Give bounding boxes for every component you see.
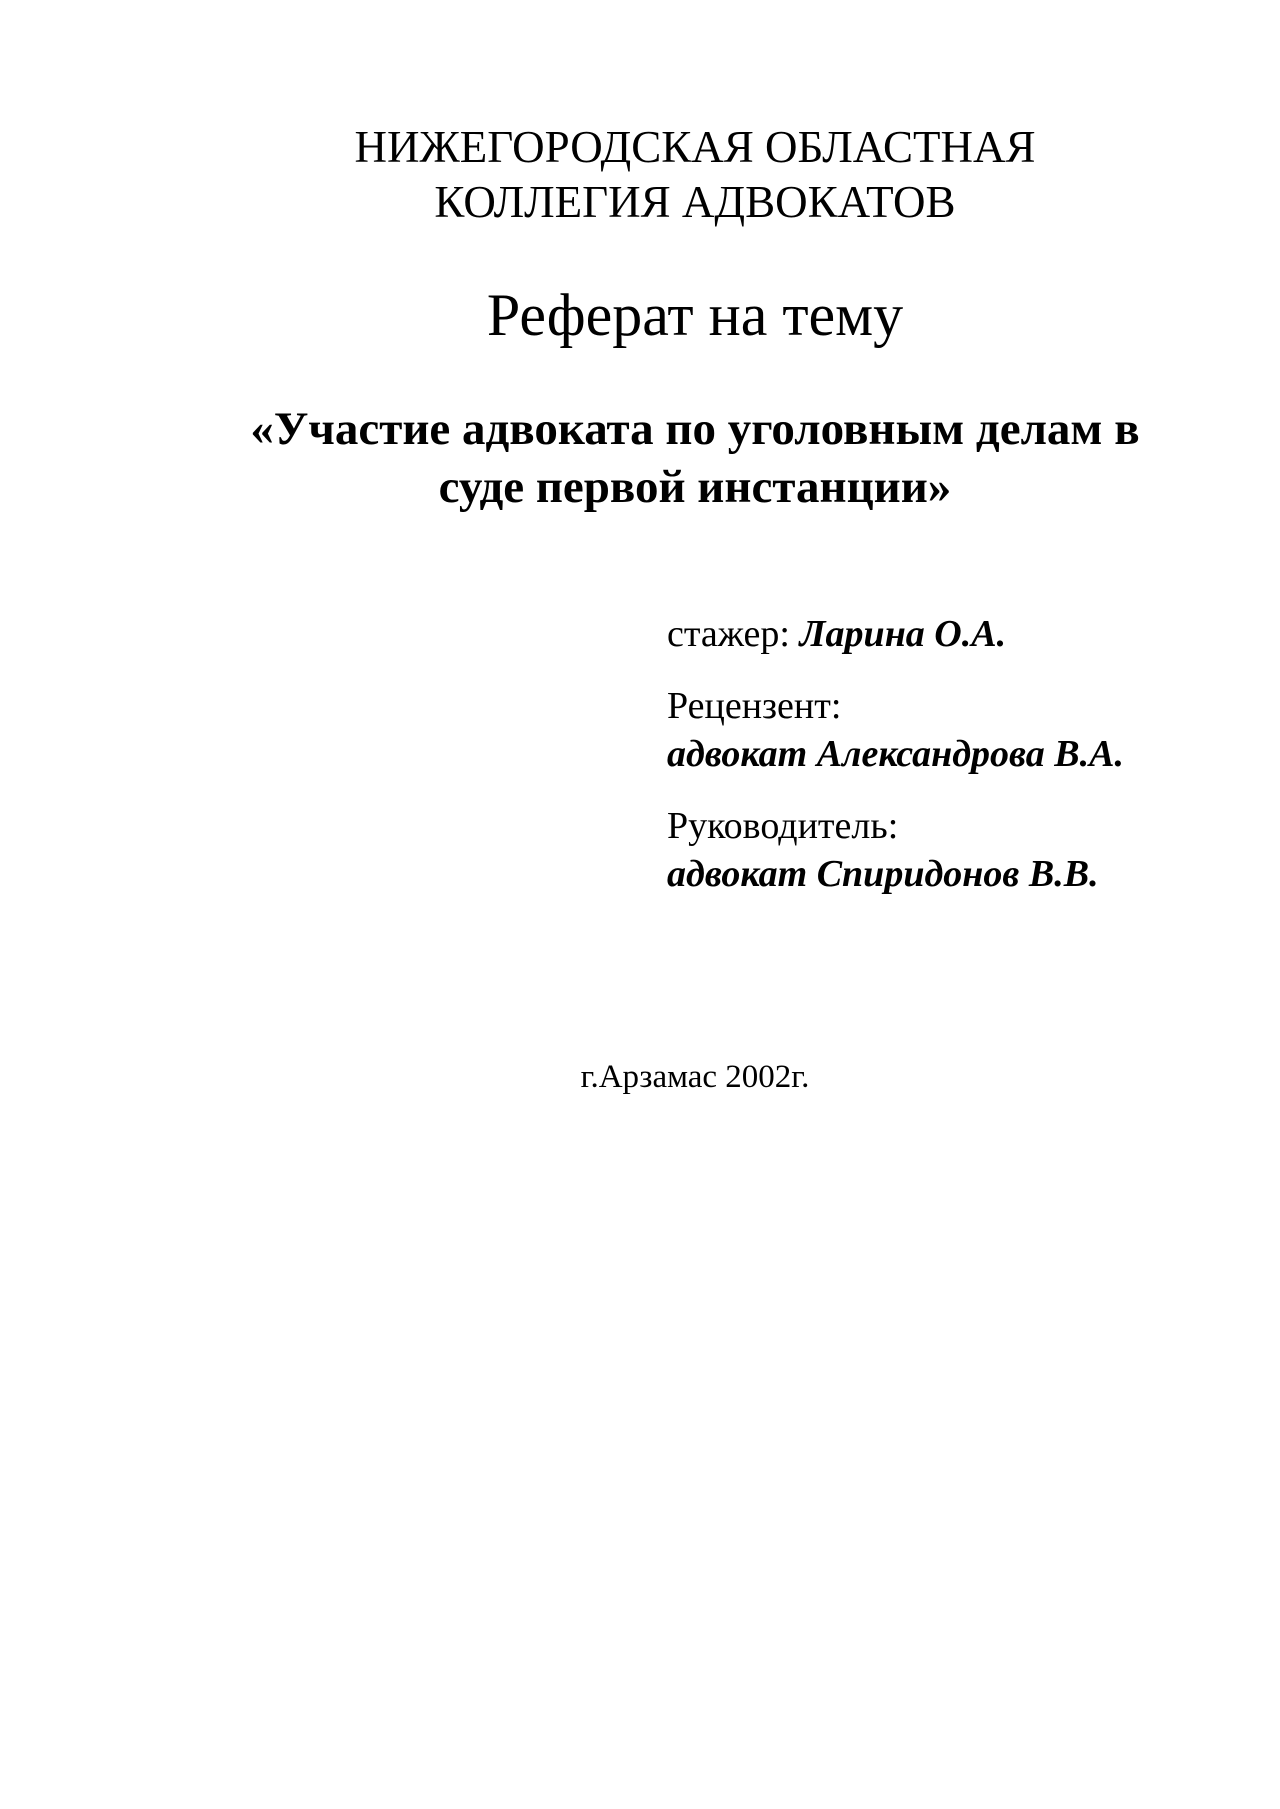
reviewer-label: Рецензент:: [667, 685, 842, 727]
report-heading: Реферат на тему: [486, 282, 904, 348]
place-and-year: г.Арзамас 2002г.: [580, 1059, 810, 1095]
trainee-name: Ларина О.А.: [799, 613, 1007, 655]
topic-line-2: суде первой инстанции»: [438, 461, 952, 513]
supervisor-label: Руководитель:: [667, 805, 899, 847]
authors-block: [667, 610, 1227, 922]
organization-line-2: КОЛЛЕГИЯ АДВОКАТОВ: [434, 177, 956, 227]
organization-name: [150, 120, 1240, 230]
topic-line-1: «Участие адвоката по уголовным делам в: [250, 403, 1140, 455]
reviewer-entry: [667, 682, 1227, 778]
trainee-entry: [667, 610, 1227, 658]
report-topic: [150, 400, 1240, 516]
reviewer-name: адвокат Александрова В.А.: [667, 733, 1124, 775]
supervisor-entry: [667, 802, 1227, 898]
organization-line-1: НИЖЕГОРОДСКАЯ ОБЛАСТНАЯ: [354, 122, 1036, 172]
supervisor-name: адвокат Спиридонов В.В.: [667, 853, 1099, 895]
trainee-label: стажер:: [667, 613, 790, 655]
